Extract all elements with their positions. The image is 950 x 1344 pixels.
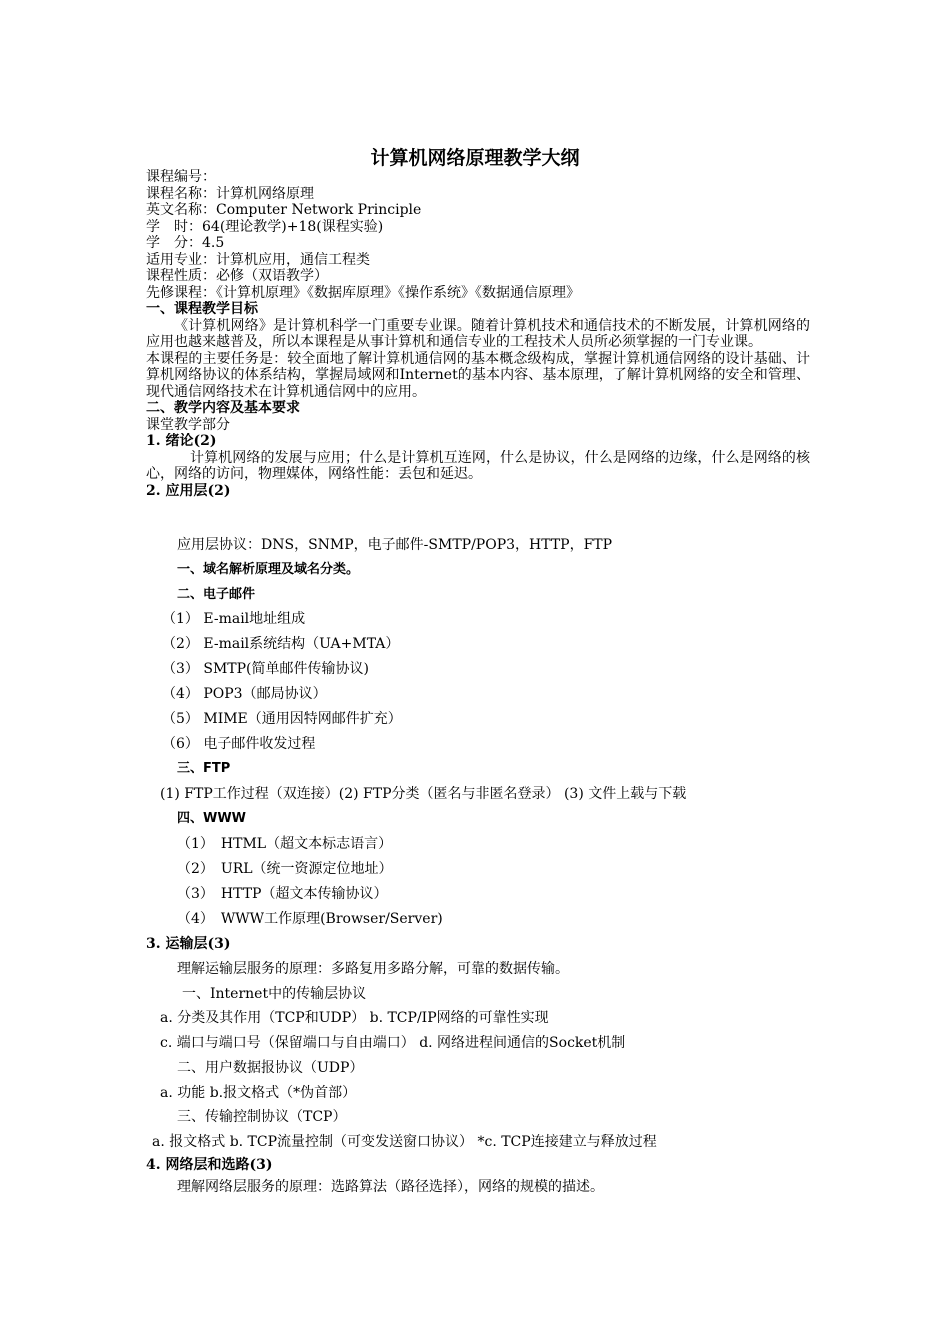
course-english-name: 英文名称：Computer Network Principle xyxy=(146,202,422,218)
objectives-paragraph-2: 本课程的主要任务是：较全面地了解计算机通信网的基本概念级构成，掌握计算机通信网络的设计基础、计算机网络协议的体系结构，掌握局域网和Internet的基本内容、基本原理，了解计算机网络的安全和管理、现代通信网络技术在计算机通信网中的应用。 xyxy=(146,350,810,400)
objectives-paragraph-1: 《计算机网络》是计算机科学一门重要专业课。随着计算机技术和通信技术的不断发展，计算机网络的应用也越来越普及，所以本课程是从事计算机和通信专业的工程技术人员所必须掌握的一门专业课。 xyxy=(146,317,810,350)
chapter-1-heading: 1. 绪论(2) xyxy=(146,433,217,449)
email-item: （4） POP3（邮局协议） xyxy=(162,686,327,702)
document-title: 计算机网络原理教学大纲 xyxy=(370,147,580,169)
www-item: （4） WWW工作原理(Browser/Server) xyxy=(177,911,443,927)
email-item: （1） E-mail地址组成 xyxy=(162,611,306,627)
chapter-2-heading: 2. 应用层(2) xyxy=(146,482,231,499)
transport-items-ab: a. 分类及其作用（TCP和UDP） b. TCP/IP网络的可靠性实现 xyxy=(160,1010,549,1026)
course-credits: 学 分：4.5 xyxy=(146,235,225,251)
section-heading-objectives: 一、课程教学目标 xyxy=(146,301,258,317)
transport-protocols-heading: 一、Internet中的传输层协议 xyxy=(182,986,367,1002)
email-heading: 二、电子邮件 xyxy=(177,587,256,602)
udp-items: a. 功能 b.报文格式（*伪首部） xyxy=(160,1085,357,1101)
section-heading-content: 二、教学内容及基本要求 xyxy=(146,400,300,416)
tcp-items: a. 报文格式 b. TCP流量控制（可变发送窗口协议） *c. TCP连接建立与释放过程 xyxy=(152,1134,657,1150)
email-item: （5） MIME（通用因特网邮件扩充） xyxy=(162,711,402,727)
www-item: （2） URL（统一资源定位地址） xyxy=(177,861,393,877)
course-code: 课程编号： xyxy=(146,169,216,185)
course-info-block xyxy=(146,169,810,499)
email-item: （6） 电子邮件收发过程 xyxy=(162,736,316,752)
dns-heading: 一、域名解析原理及域名分类。 xyxy=(177,562,360,577)
course-name: 课程名称：计算机网络原理 xyxy=(146,185,314,202)
www-item: （1） HTML（超文本标志语言） xyxy=(177,836,393,852)
www-heading: 四、WWW xyxy=(177,811,247,826)
ftp-items: (1) FTP工作过程（双连接）(2) FTP分类（匿名与非匿名登录） (3) 文件上载与下载 xyxy=(160,786,687,802)
course-hours: 学 时：64(理论教学)+18(课程实验) xyxy=(146,218,384,235)
app-layer-protocols: 应用层协议：DNS，SNMP，电子邮件-SMTP/POP3，HTTP，FTP xyxy=(177,537,613,553)
tcp-heading: 三、传输控制协议（TCP） xyxy=(177,1109,347,1125)
transport-items-cd: c. 端口与端口号（保留端口与自由端口） d. 网络进程间通信的Socket机制 xyxy=(160,1035,626,1051)
chapter-3-intro: 理解运输层服务的原理：多路复用多路分解，可靠的数据传输。 xyxy=(177,961,569,977)
chapter-4-intro: 理解网络层服务的原理：选路算法（路径选择），网络的规模的描述。 xyxy=(177,1179,604,1195)
udp-heading: 二、用户数据报协议（UDP） xyxy=(177,1060,364,1076)
chapter-3-heading: 3. 运输层(3) xyxy=(146,936,231,952)
www-item: （3） HTTP（超文本传输协议） xyxy=(177,886,388,902)
classroom-teaching-label: 课堂教学部分 xyxy=(146,416,230,433)
email-item: （2） E-mail系统结构（UA+MTA） xyxy=(162,636,400,652)
chapter-4-heading: 4. 网络层和选路(3) xyxy=(146,1157,273,1173)
email-item: （3） SMTP(简单邮件传输协议) xyxy=(162,661,369,677)
course-nature: 课程性质：必修（双语教学） xyxy=(146,268,328,284)
course-majors: 适用专业：计算机应用，通信工程类 xyxy=(146,251,370,268)
ftp-heading: 三、FTP xyxy=(177,761,231,776)
chapter-1-body: 计算机网络的发展与应用；什么是计算机互连网，什么是协议，什么是网络的边缘，什么是网络的核心，网络的访问，物理媒体，网络性能：丢包和延迟。 xyxy=(146,449,810,482)
course-prerequisites: 先修课程：《计算机原理》《数据库原理》《操作系统》《数据通信原理》 xyxy=(146,284,580,301)
